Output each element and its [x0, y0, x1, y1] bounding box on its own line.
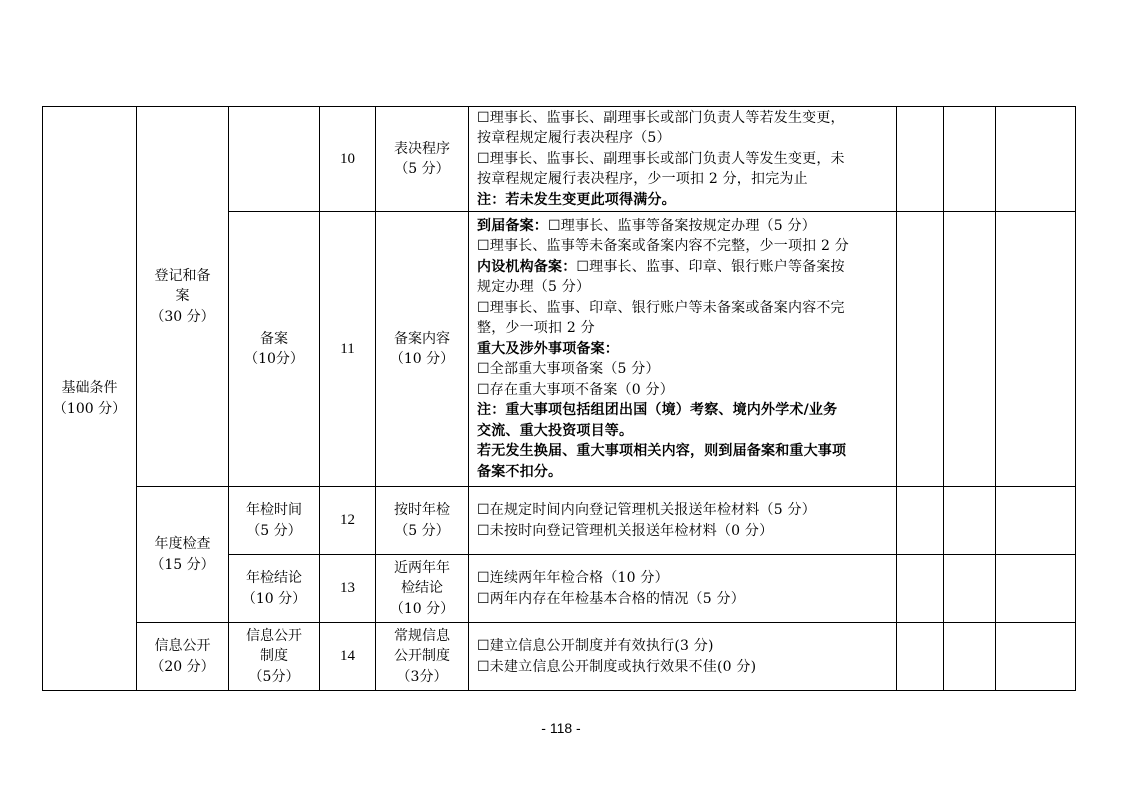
sub-annual-time-cell: 年检时间 （5 分）: [229, 487, 320, 555]
score-cell-review: [944, 487, 996, 555]
sub-filing-cell: 备案 （10分）: [229, 212, 320, 487]
remark-cell: [996, 487, 1076, 555]
section-info-cell: 信息公开 （20 分）: [137, 623, 229, 691]
score-cell-review: [944, 212, 996, 487]
criteria-cell: ☐理事长、监事长、副理事长或部门负责人等若发生变更， 按章程规定履行表决程序（5） ☐理事长、监事长、副理事长或部门负责人等发生变更，未 按章程规定履行表决程序，少一项扣 2 分，扣完为止 注：若未发生变更此项得满分。: [469, 107, 897, 212]
remark-cell: [996, 623, 1076, 691]
item-number: 10: [320, 107, 376, 212]
criteria-cell: ☐连续两年年检合格（10 分） ☐两年内存在年检基本合格的情况（5 分）: [469, 555, 897, 623]
score-cell-review: [944, 555, 996, 623]
sub-empty-cell: [229, 107, 320, 212]
item-name-cell: 常规信息 公开制度 （3分）: [376, 623, 469, 691]
item-name-cell: 按时年检 （5 分）: [376, 487, 469, 555]
item-number: 12: [320, 487, 376, 555]
table-row: [43, 487, 1076, 555]
table-row: [43, 623, 1076, 691]
remark-cell: [996, 107, 1076, 212]
item-name-cell: 备案内容 （10 分）: [376, 212, 469, 487]
score-cell-self: [897, 487, 944, 555]
score-cell-review: [944, 107, 996, 212]
sub-info-system-cell: 信息公开 制度 （5分）: [229, 623, 320, 691]
section-registration-cell: 登记和备 案 （30 分）: [137, 107, 229, 487]
score-cell-self: [897, 623, 944, 691]
section-annual-cell: 年度检查 （15 分）: [137, 487, 229, 623]
item-number: 14: [320, 623, 376, 691]
remark-cell: [996, 555, 1076, 623]
sub-annual-result-cell: 年检结论 （10 分）: [229, 555, 320, 623]
score-cell-review: [944, 623, 996, 691]
category-cell: 基础条件 （100 分）: [43, 107, 137, 691]
item-name-cell: 表决程序 （5 分）: [376, 107, 469, 212]
score-cell-self: [897, 212, 944, 487]
page-number: - 118 -: [541, 720, 581, 736]
item-number: 13: [320, 555, 376, 623]
table-row: [43, 107, 1076, 212]
criteria-cell: ☐在规定时间内向登记管理机关报送年检材料（5 分） ☐未按时向登记管理机关报送年检材料（0 分）: [469, 487, 897, 555]
criteria-cell: ☐建立信息公开制度并有效执行(3 分) ☐未建立信息公开制度或执行效果不佳(0 分): [469, 623, 897, 691]
evaluation-table: [42, 106, 1076, 691]
criteria-cell: 到届备案：☐理事长、监事等备案按规定办理（5 分） ☐理事长、监事等未备案或备案内容不完整，少一项扣 2 分 内设机构备案：☐理事长、监事、印章、银行账户等备案按 规定办理（5 分） ☐理事长、监事、印章、银行账户等未备案或备案内容不完 整，少一项扣 2 分 重大及涉外事项备案： ☐全部重大事项备案（5 分） ☐存在重大事项不备案（0 分） 注：重大事项包括组团出国（境）考察、境内外学术/业务 交流、重大投资项目等。 若无发生换届、重大事项相关内容，则到届备案和重大事项 备案不扣分。: [469, 212, 897, 487]
remark-cell: [996, 212, 1076, 487]
item-number: 11: [320, 212, 376, 487]
score-cell-self: [897, 555, 944, 623]
item-name-cell: 近两年年 检结论 （10 分）: [376, 555, 469, 623]
score-cell-self: [897, 107, 944, 212]
